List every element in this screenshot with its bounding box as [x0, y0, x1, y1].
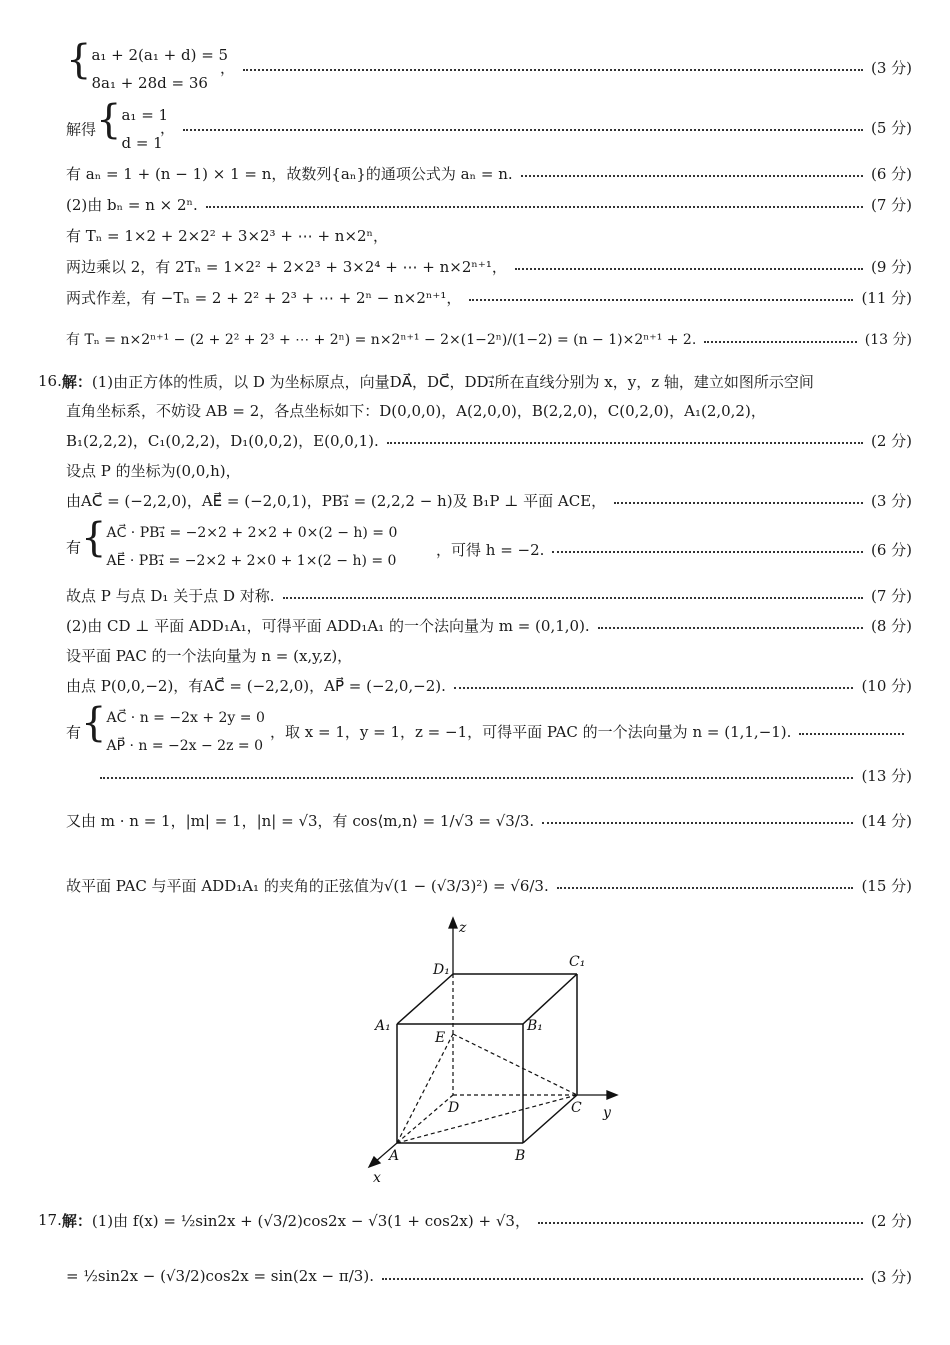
- score: (3 分): [870, 491, 912, 510]
- score: (2 分): [870, 431, 912, 450]
- label-d1: D₁: [433, 962, 450, 978]
- q15-line-7: 两式作差，有 −Tₙ = 2 + 2² + 2³ + ⋯ + 2ⁿ − n×2ⁿ⁺¹， (11 分): [66, 288, 912, 307]
- label-a: A: [389, 1148, 400, 1164]
- edge-b-c: [523, 1095, 577, 1143]
- q15-line-8: 有 Tₙ = n×2ⁿ⁺¹ − (2 + 2² + 2³ + ⋯ + 2ⁿ) = n×2ⁿ⁺¹ − 2×(1−2ⁿ)/(1−2) = (n − 1)×2ⁿ⁺¹ + 2. (13 分): [66, 326, 912, 352]
- q15-line-5: 有 Tₙ = 1×2 + 2×2² + 3×2³ + ⋯ + n×2ⁿ，: [66, 226, 389, 245]
- question-number: 16.: [38, 372, 62, 390]
- label-e: E: [435, 1030, 446, 1046]
- score: (5 分): [870, 118, 912, 137]
- score: (13 分): [864, 332, 912, 348]
- q16-line-12: [100, 762, 912, 788]
- z-axis-arrow: [449, 918, 457, 928]
- q16-line-5: 由AC⃗ = (−2,2,0)，AE⃗ = (−2,0,1)，PB₁⃗ = (2,2,2 − h)及 B₁P ⊥ 平面 ACE， (3 分): [66, 491, 912, 510]
- cube-figure: [345, 912, 625, 1187]
- score: (10 分): [861, 676, 912, 695]
- q16-line-4: 设点 P 的坐标为(0,0,h)，: [66, 461, 241, 480]
- score: (9 分): [870, 257, 912, 276]
- q15-line-2: ， (5 分): [160, 118, 912, 137]
- label-b1: B₁: [527, 1018, 543, 1034]
- q16-line-8: (2)由 CD ⊥ 平面 ADD₁A₁，可得平面 ADD₁A₁ 的一个法向量为 m = (0,1,0). (8 分): [66, 616, 912, 635]
- q16-system-2: 有{AC⃗ · n = −2x + 2y = 0 AP⃗ · n = −2x − 2z = 0: [66, 700, 265, 754]
- q16-line-7: 故点 P 与点 D₁ 关于点 D 对称. (7 分): [66, 586, 912, 605]
- label-x: x: [373, 1170, 381, 1186]
- edge-a1-d1: [397, 974, 453, 1024]
- q16-system-1: 有{AC⃗ · PB₁⃗ = −2×2 + 2×2 + 0×(2 − h) = 0 AE⃗ · PB₁⃗ = −2×2 + 2×0 + 1×(2 − h) = 0: [66, 515, 398, 569]
- q15-line-4: (2)由 bₙ = n × 2ⁿ. (7 分): [66, 195, 912, 214]
- score: (11 分): [861, 288, 912, 307]
- score: (14 分): [861, 811, 912, 830]
- score: (7 分): [870, 586, 912, 605]
- score: (7 分): [870, 195, 912, 214]
- score: (2 分): [870, 1211, 912, 1230]
- solution-label: 解：: [61, 1211, 92, 1230]
- label-a1: A₁: [375, 1018, 391, 1034]
- edge-b1-c1: [523, 974, 577, 1024]
- q15-line-1: ， (3 分): [220, 58, 912, 77]
- q17-line-2: = ½sin2x − (√3/2)cos2x = sin(2x − π/3). (3 分): [66, 1267, 912, 1286]
- q16-line-2: 直角坐标系，不妨设 AB = 2，各点坐标如下：D(0,0,0)，A(2,0,0)，B(2,2,0)，C(0,2,0)，A₁(2,0,2)，: [66, 401, 766, 420]
- q15-line-6: 两边乘以 2，有 2Tₙ = 1×2² + 2×2³ + 3×2⁴ + ⋯ + n×2ⁿ⁺¹， (9 分): [66, 257, 912, 276]
- label-c: C: [571, 1100, 582, 1116]
- score: (3 分): [870, 1267, 912, 1286]
- score: (13 分): [861, 766, 912, 785]
- score: (8 分): [870, 616, 912, 635]
- label-y: y: [603, 1105, 611, 1121]
- q16-line-14: 又由 m · n = 1，|m| = 1，|n| = √3，有 cos⟨m,n⟩ = 1/√3 = √3/3. (14 分): [66, 811, 912, 830]
- label-b: B: [515, 1148, 526, 1164]
- q16-line-6: ，可得 h = −2. (6 分): [436, 540, 912, 559]
- y-axis-arrow: [607, 1091, 617, 1099]
- segment-e-c: [453, 1034, 577, 1095]
- q16-line-10: 由点 P(0,0,−2)，有AC⃗ = (−2,2,0)，AP⃗ = (−2,0,−2). (10 分): [66, 676, 912, 695]
- score: (6 分): [870, 164, 912, 183]
- q16-line-1: 16. 解： (1)由正方体的性质，以 D 为坐标原点，向量DA⃗，DC⃗，DD₁⃗所在直线分别为 x，y，z 轴，建立如图所示空间: [38, 372, 814, 391]
- label-z: z: [459, 920, 467, 936]
- question-number: 17.: [38, 1211, 62, 1229]
- q16-line-9: 设平面 PAC 的一个法向量为 n = (x,y,z)，: [66, 646, 353, 665]
- q17-line-1: 17. 解： (1)由 f(x) = ½sin2x + (√3/2)cos2x − √3(1 + cos2x) + √3， (2 分): [38, 1211, 912, 1230]
- segment-a-e: [397, 1034, 453, 1143]
- solution-label: 解：: [61, 372, 92, 391]
- q15-line-3: 有 aₙ = 1 + (n − 1) × 1 = n，故数列{aₙ}的通项公式为 aₙ = n. (6 分): [66, 164, 912, 183]
- q15-system-1: {a₁ + 2(a₁ + d) = 5 8a₁ + 28d = 36: [66, 37, 229, 92]
- label-c1: C₁: [569, 954, 586, 970]
- q16-line-11: ，取 x = 1，y = 1，z = −1，可得平面 PAC 的一个法向量为 n = (1,1,−1).: [270, 718, 912, 744]
- score: (3 分): [870, 58, 912, 77]
- score: (15 分): [861, 876, 912, 895]
- q16-line-3: B₁(2,2,2)，C₁(0,2,2)，D₁(0,0,2)，E(0,0,1). (2 分): [66, 431, 912, 450]
- q16-line-15: 故平面 PAC 与平面 ADD₁A₁ 的夹角的正弦值为√(1 − (√3/3)²) = √6/3. (15 分): [66, 876, 912, 895]
- q15-system-2: 解得{a₁ = 1 d = 1: [66, 97, 169, 152]
- label-d: D: [448, 1100, 460, 1116]
- score: (6 分): [870, 540, 912, 559]
